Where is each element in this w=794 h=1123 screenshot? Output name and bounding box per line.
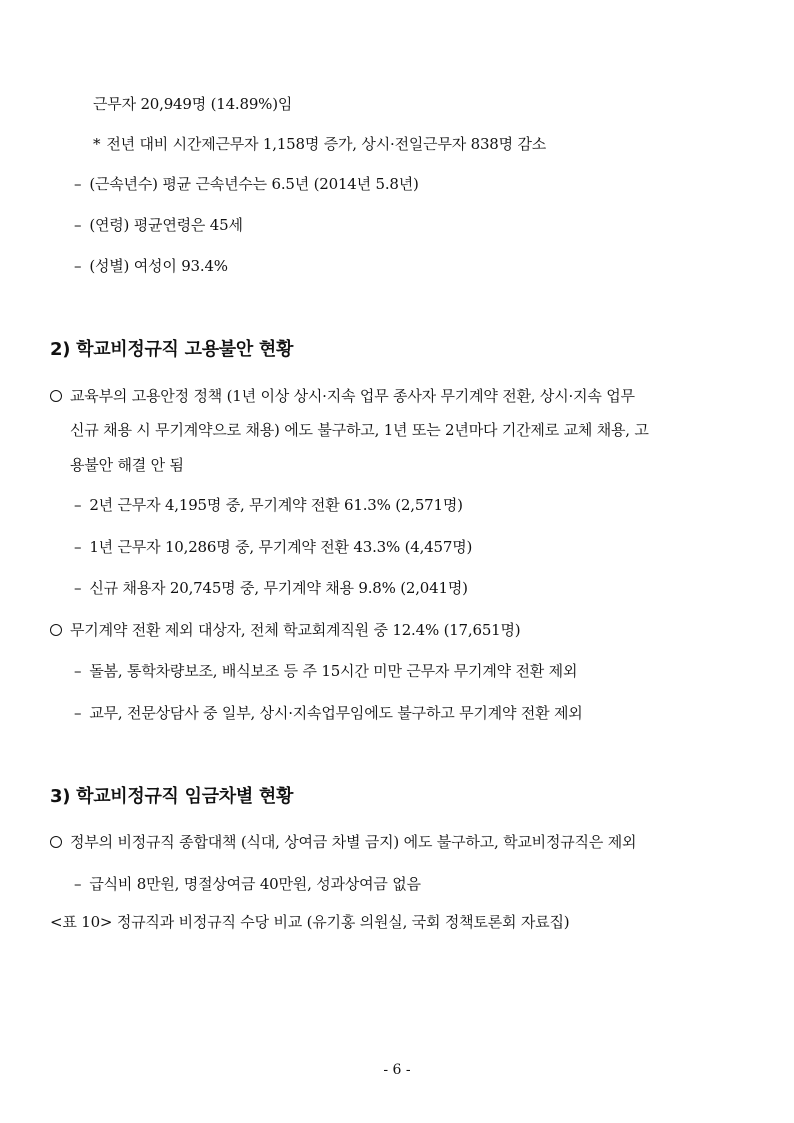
table-caption: <표 10> 정규직과 비정규직 수당 비교 (유기홍 의원실, 국회 정책토론회 자료집) <box>50 913 570 931</box>
dash-icon: – <box>74 216 82 234</box>
paragraph-continuation: 용불안 해결 안 됨 <box>70 456 184 474</box>
bullet-one-year-workers: – 1년 근무자 10,286명 중, 무기계약 전환 43.3% (4,457명) <box>74 538 473 556</box>
circle-bullet-icon <box>50 390 62 402</box>
dash-icon: – <box>74 704 82 722</box>
bullet-new-hires: – 신규 채용자 20,745명 중, 무기계약 채용 9.8% (2,041명) <box>74 579 468 597</box>
bullet-care-workers: – 돌봄, 통학차량보조, 배식보조 등 주 15시간 미만 근무자 무기계약 전환 제외 <box>74 662 578 680</box>
dash-icon: – <box>74 875 82 893</box>
dash-icon: – <box>74 496 82 514</box>
section-heading-employment-insecurity: 2) 학교비정규직 고용불안 현황 <box>50 339 294 360</box>
circle-bullet-icon <box>50 836 62 848</box>
asterisk-icon: * <box>93 135 101 153</box>
dash-icon: – <box>74 538 82 556</box>
paragraph-continuation: 신규 채용 시 무기계약으로 채용) 에도 불구하고, 1년 또는 2년마다 기간제로 교체 채용, 고 <box>70 421 649 439</box>
dash-icon: – <box>74 257 82 275</box>
note-line-change: * 전년 대비 시간제근무자 1,158명 증가, 상시·전일근무자 838명 감소 <box>93 135 547 153</box>
paragraph-excluded-targets: 무기계약 전환 제외 대상자, 전체 학교회계직원 중 12.4% (17,651명) <box>50 620 520 640</box>
dash-icon: – <box>74 175 82 193</box>
bullet-age: – (연령) 평균연령은 45세 <box>74 216 243 234</box>
circle-bullet-icon <box>50 624 62 636</box>
dash-icon: – <box>74 662 82 680</box>
bullet-tenure: – (근속년수) 평균 근속년수는 6.5년 (2014년 5.8년) <box>74 175 419 193</box>
paragraph-employment-policy: 교육부의 고용안정 정책 (1년 이상 상시·지속 업무 종사자 무기계약 전환, 상시·지속 업무 <box>50 386 635 406</box>
bullet-academic-staff: – 교무, 전문상담사 중 일부, 상시·지속업무임에도 불구하고 무기계약 전환 제외 <box>74 704 583 722</box>
bullet-allowances: – 급식비 8만원, 명절상여금 40만원, 성과상여금 없음 <box>74 875 421 893</box>
section-heading-wage-discrimination: 3) 학교비정규직 임금차별 현황 <box>50 786 294 807</box>
bullet-gender: – (성별) 여성이 93.4% <box>74 257 228 275</box>
page-number: - 6 - <box>383 1062 411 1078</box>
bullet-two-year-workers: – 2년 근무자 4,195명 중, 무기계약 전환 61.3% (2,571명) <box>74 496 463 514</box>
dash-icon: – <box>74 579 82 597</box>
paragraph-government-policy: 정부의 비정규직 종합대책 (식대, 상여금 차별 금지) 에도 불구하고, 학교비정규직은 제외 <box>50 832 636 852</box>
text-line-workers: 근무자 20,949명 (14.89%)임 <box>93 95 293 113</box>
